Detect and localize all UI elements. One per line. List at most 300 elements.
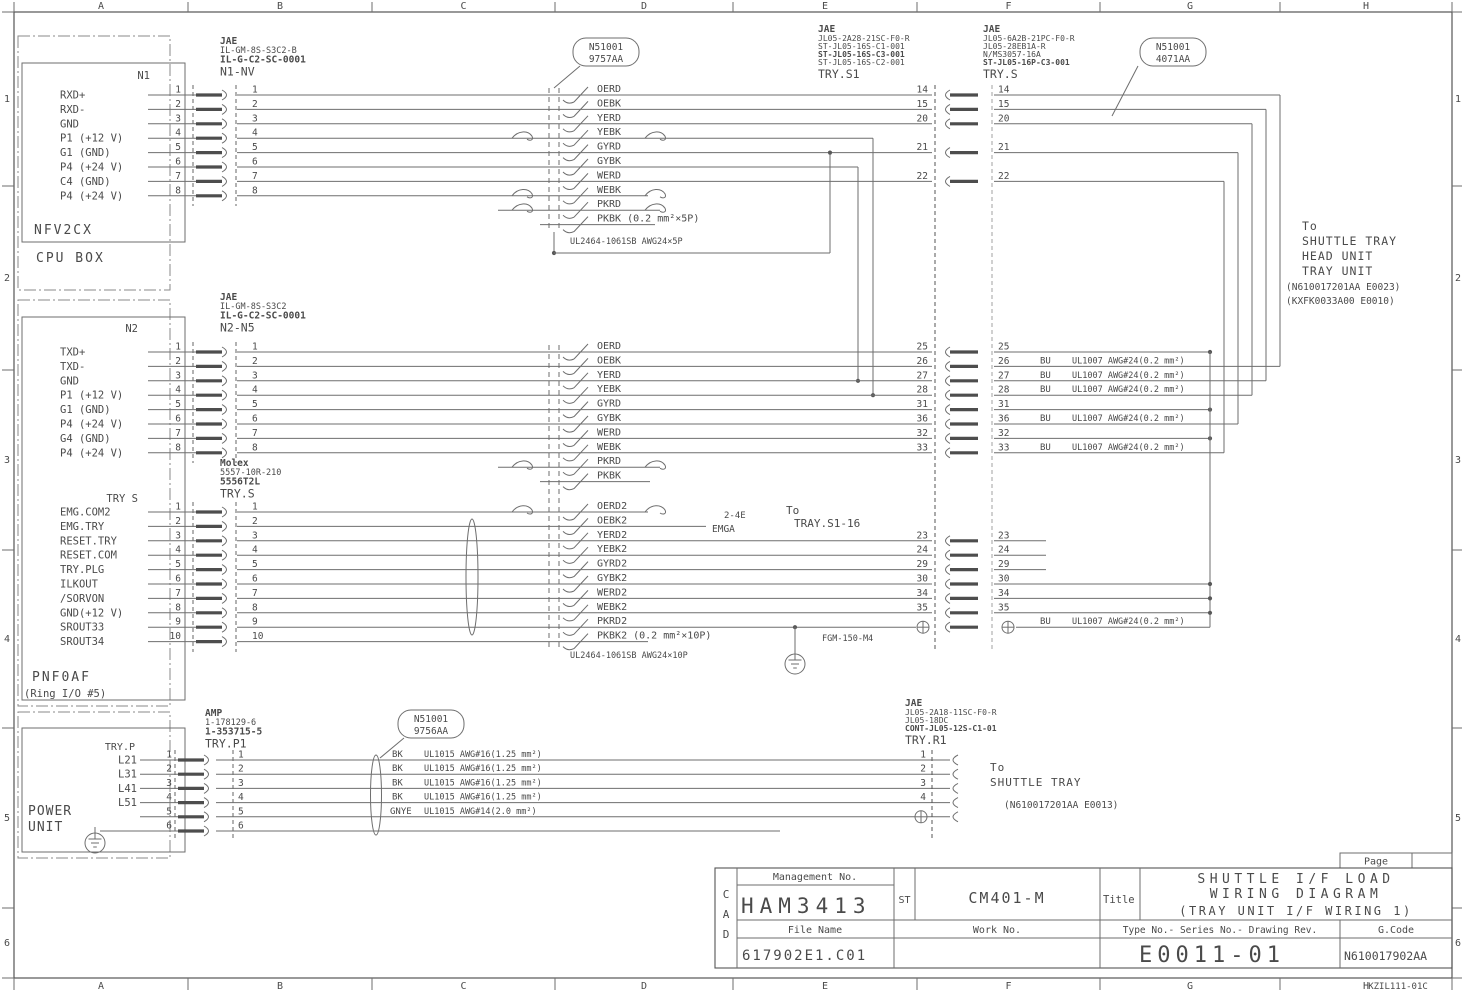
pin-number: 24 (998, 544, 1010, 556)
slack-loop (645, 204, 666, 212)
connector-contact (222, 419, 227, 429)
gcode-label: G.Code (1377, 925, 1415, 936)
pin-number: 4 (175, 544, 181, 556)
pin-number: 30 (916, 573, 928, 585)
connector-part-number: JL05-28EB1A-R (983, 42, 1046, 51)
wire-label: GYBK2 (597, 573, 628, 584)
pin-number: 6 (238, 820, 244, 832)
signal-name: TRY.PLG (60, 564, 105, 577)
grid-row-number: 3 (3, 455, 11, 466)
wire-callout (563, 186, 574, 189)
wire-callout (563, 400, 574, 403)
wire-callout (563, 589, 574, 592)
pin-number: 27 (998, 370, 1010, 382)
wire-spec: UL1015 AWG#16(1.25 mm²) (424, 778, 542, 789)
pin-number: 1 (238, 749, 244, 761)
slack-loop (645, 461, 666, 469)
wire-label: YEBK (597, 384, 622, 396)
wire-callout (563, 487, 574, 490)
device-name: CPU BOX (36, 251, 105, 266)
signal-name: EMG.COM2 (60, 506, 111, 519)
slack-loop (512, 461, 533, 469)
connector-part-number: 5556T2L (220, 476, 261, 488)
pin-number: 15 (916, 98, 928, 110)
connector-part-number: JAE (220, 292, 238, 303)
note-destination: SHUTTLE TRAY (990, 776, 1082, 789)
grid-row-number: 4 (3, 634, 11, 645)
pin-number: 4 (252, 127, 258, 139)
device-name: (Ring I/O #5) (24, 688, 107, 700)
slack-loop (512, 204, 533, 212)
model-number: CM401-M (968, 889, 1046, 907)
pin-number: 3 (175, 113, 181, 125)
pin-number: 1 (252, 341, 258, 353)
pin-number: 2 (920, 763, 926, 775)
pin-number: 36 (916, 413, 928, 425)
wire-callout (563, 618, 574, 621)
wire-color: BU (1040, 370, 1051, 381)
note-ref: EMGA (712, 524, 735, 535)
connector-contact (222, 608, 227, 618)
note-drawing-ref: (N610017201AA E0023) (1286, 282, 1401, 293)
connector-ref: N2-N5 (220, 320, 255, 335)
slack-loop (645, 190, 666, 198)
connector-part-number: JAE (818, 24, 836, 35)
pin-number: 6 (166, 820, 172, 832)
connector-contact (946, 433, 951, 443)
wire-color: BK (392, 750, 403, 760)
pin-number: 34 (998, 587, 1010, 599)
junction-dot (1208, 596, 1212, 600)
wire-callout (563, 357, 574, 360)
pin-number: 6 (175, 413, 181, 425)
pin-number: 4 (920, 792, 926, 804)
port-label: TRY.P (104, 742, 135, 753)
connector-contact (204, 769, 209, 779)
pin-number: 28 (916, 384, 928, 396)
pin-number: 2 (175, 355, 181, 367)
grid-row-number: 3 (1454, 455, 1462, 466)
signal-name: GND (60, 375, 79, 388)
connector-part-number: IL-GM-8S-S3C2 (220, 302, 287, 312)
pin-number: 14 (916, 84, 928, 96)
signal-name: ILKOUT (60, 578, 98, 591)
grid-col-letter: E (821, 981, 829, 992)
connector-part-number: CONT-JL05-12S-C1-01 (905, 724, 997, 733)
connector-contact (946, 550, 951, 560)
signal-name: GND (60, 118, 79, 131)
wire-callout (563, 129, 574, 132)
signal-name: RXD- (60, 103, 86, 116)
connector-contact (953, 812, 958, 822)
pin-number: 10 (252, 631, 264, 643)
wire-bundle (371, 755, 382, 835)
pin-number: 35 (998, 602, 1010, 614)
connector-part-number: 1-178129-6 (205, 718, 257, 728)
grid-col-letter: B (276, 1, 284, 12)
pin-number: 1 (920, 749, 926, 761)
pin-number: 5 (175, 399, 181, 411)
grid-col-letter: D (640, 981, 648, 992)
pin-number: 2 (166, 763, 172, 775)
wire-callout (563, 230, 574, 233)
pin-number: 3 (920, 777, 926, 789)
wire-label: OEBK2 (597, 515, 628, 527)
pin-number: 33 (998, 442, 1010, 454)
note-drawing-ref: (N610017201AA E0013) (1004, 800, 1119, 811)
signal-name: P4 (+24 V) (60, 418, 124, 431)
connector-contact (946, 176, 951, 186)
connector-contact (222, 622, 227, 632)
wire-label: PKRD (597, 199, 622, 211)
connector-ref: TRY.R1 (905, 733, 947, 747)
pin-number: 4 (166, 792, 172, 804)
signal-name: P4 (+24 V) (60, 447, 124, 460)
wire-label: WEBK (597, 184, 622, 196)
connector-contact (953, 755, 958, 765)
pin-number: 7 (252, 587, 258, 599)
wire-label: OERD2 (597, 501, 628, 512)
cable-spec: UL2464-1061SB AWG24×5P (570, 237, 683, 247)
connector-contact (222, 104, 227, 114)
grid-col-letter: G (1186, 981, 1194, 992)
connector-contact (946, 405, 951, 415)
connector-part-number: IL-G-C2-SC-0001 (220, 54, 306, 66)
connector-contact (946, 361, 951, 371)
connector-part-number: 5557-10R-210 (220, 468, 282, 478)
connector-contact (204, 812, 209, 822)
connector-contact (222, 90, 227, 100)
signal-name: C4 (GND) (60, 175, 111, 188)
pin-number: 20 (998, 113, 1010, 125)
balloon-rev: 4071AA (1155, 54, 1191, 65)
connector-part-number: N/MS3057-16A (983, 50, 1041, 59)
connector-contact (953, 783, 958, 793)
junction-dot (1208, 611, 1212, 615)
wire-callout (563, 429, 574, 432)
wire-callout (563, 575, 574, 578)
wire-callout (563, 472, 574, 475)
connector-contact (204, 783, 209, 793)
balloon-code: N51001 (1155, 42, 1191, 53)
wire-callout (563, 632, 574, 635)
grid-col-letter: F (1005, 1, 1012, 12)
connector-part-number: ST-JL05-16P-C3-001 (983, 58, 1070, 67)
st-label: ST (898, 895, 911, 906)
wire-label: PKBK2 (0.2 mm²×10P) (597, 630, 712, 642)
signal-name: L51 (118, 797, 137, 810)
pin-number: 25 (998, 341, 1010, 353)
pin-number: 4 (175, 384, 181, 396)
wire-spec: UL1007 AWG#24(0.2 mm²) (1072, 370, 1185, 381)
pin-number: 5 (175, 142, 181, 154)
connector-part-number: JAE (905, 698, 923, 709)
pin-number: 6 (252, 573, 258, 585)
pin-number: 3 (166, 777, 172, 789)
connector-part-number: JL05-2A28-21SC-F0-R (818, 34, 910, 43)
pin-number: 5 (252, 399, 258, 411)
connector-contact (222, 405, 227, 415)
pin-number: 14 (998, 84, 1010, 96)
balloon-rev: 9757AA (588, 54, 624, 65)
pin-number: 24 (916, 544, 928, 556)
pin-number: 1 (175, 501, 181, 513)
pin-number: 3 (252, 370, 258, 382)
pin-number: 26 (916, 355, 928, 367)
pin-number: 30 (998, 573, 1010, 585)
page-label: Page (1363, 856, 1389, 868)
pin-number: 8 (252, 442, 258, 454)
wire-callout (563, 531, 574, 534)
connector-contact (946, 565, 951, 575)
grid-col-letter: D (640, 1, 648, 12)
wire-callout (563, 517, 574, 520)
pin-number: 27 (916, 370, 928, 382)
pin-number: 22 (916, 170, 928, 182)
pin-number: 9 (252, 616, 258, 628)
connector-part-number: IL-G-C2-SC-0001 (220, 310, 306, 322)
wire-callout (563, 458, 574, 461)
wire-label: PKBK (0.2 mm²×5P) (597, 213, 700, 225)
grid-row-number: 5 (3, 813, 11, 824)
signal-name: L41 (118, 782, 137, 795)
pin-number: 5 (175, 559, 181, 571)
wire-label: YEBK (597, 127, 622, 139)
connector-contact (222, 119, 227, 129)
pin-number: 26 (998, 355, 1010, 367)
connector-contact (222, 448, 227, 458)
pin-number: 3 (175, 370, 181, 382)
connector-contact (222, 148, 227, 158)
note-destination: TRAY.S1-16 (794, 517, 861, 530)
wire-callout (563, 415, 574, 418)
junction-dot (1208, 582, 1212, 586)
wire-color: BK (392, 792, 403, 803)
wire-color: BU (1040, 385, 1051, 396)
connector-ref: TRY.S (220, 486, 255, 501)
pin-number: 2 (252, 355, 258, 367)
balloon-rev: 9756AA (413, 726, 449, 737)
wire-label: GYRD2 (597, 558, 628, 570)
pin-number: 20 (916, 113, 928, 125)
wire-color: BU (1040, 414, 1051, 424)
note-destination: To (786, 504, 800, 517)
slack-loop (512, 190, 533, 198)
pin-number: 1 (175, 341, 181, 353)
slack-loop (512, 506, 533, 514)
file-name: 617902E1.C01 (742, 948, 868, 964)
note-destination: To (1302, 219, 1318, 233)
pin-number: 1 (166, 749, 172, 761)
wire-label: OERD (597, 84, 622, 95)
wire-color: BU (1040, 617, 1051, 628)
grid-col-letter: H (1362, 1, 1370, 12)
connector-contact (204, 826, 209, 836)
port-label: N2 (125, 323, 138, 335)
wire-label: GYRD (597, 398, 622, 410)
work-no-label: Work No. (972, 925, 1022, 936)
connector-contact (946, 419, 951, 429)
wire-label: OEBK (597, 98, 622, 110)
device-name: PNF0AF (32, 670, 91, 685)
signal-name: P4 (+24 V) (60, 190, 124, 203)
grid-col-letter: G (1186, 1, 1194, 12)
wire-callout (563, 215, 574, 218)
signal-name: SROUT34 (60, 636, 105, 649)
file-name-label: File Name (787, 925, 843, 936)
connector-part-number: Molex (220, 458, 249, 469)
grid-col-letter: E (821, 1, 829, 12)
grid-col-letter: A (97, 1, 105, 12)
note-destination: To (990, 761, 1006, 774)
wire-label: YERD2 (597, 529, 628, 541)
connector-contact (204, 798, 209, 808)
wire-spec: UL1007 AWG#24(0.2 mm²) (1072, 617, 1185, 628)
pin-number: 34 (916, 587, 928, 599)
enclosure-boundary (18, 712, 170, 858)
pin-number: 1 (252, 84, 258, 96)
signal-name: SROUT33 (60, 621, 105, 634)
connector-contact (222, 550, 227, 560)
connector-contact (946, 90, 951, 100)
connector-contact (222, 133, 227, 143)
signal-name: RESET.TRY (60, 535, 117, 548)
pin-number: 4 (252, 544, 258, 556)
grid-row-number: 5 (1454, 813, 1462, 824)
pin-number: 32 (916, 427, 928, 439)
pin-number: 5 (252, 142, 258, 154)
connector-contact (222, 376, 227, 386)
wire-callout (563, 158, 574, 161)
pin-number: 31 (998, 399, 1010, 411)
pin-number: 7 (175, 427, 181, 439)
pin-number: 31 (916, 399, 928, 411)
pin-number: 3 (238, 777, 244, 789)
pin-number: 3 (252, 530, 258, 542)
signal-name: L31 (118, 768, 137, 781)
connector-contact (946, 119, 951, 129)
wire-spec: UL1007 AWG#24(0.2 mm²) (1072, 414, 1185, 424)
signal-name: G1 (GND) (60, 147, 111, 160)
wire-label: GYBK (597, 156, 622, 167)
pin-number: 6 (175, 573, 181, 585)
connector-contact (222, 507, 227, 517)
connector-contact (222, 579, 227, 589)
connector-part-number: JL05-18DC (905, 716, 949, 725)
connector-contact (946, 622, 951, 632)
cad-label: D (722, 928, 730, 941)
grid-row-number: 4 (1454, 634, 1462, 645)
grid-row-number: 2 (1454, 273, 1462, 284)
connector-ref: N1-NV (220, 64, 255, 79)
grid-col-letter: C (460, 981, 467, 992)
connector-contact (946, 376, 951, 386)
connector-contact (222, 347, 227, 357)
pin-number: 6 (252, 413, 258, 425)
note-ref: FGM-150-M4 (822, 634, 874, 644)
wire-spec: UL1015 AWG#16(1.25 mm²) (424, 764, 542, 775)
cable-spec: UL2464-1061SB AWG24×10P (570, 651, 688, 661)
signal-name: TXD+ (60, 346, 86, 359)
connector-part-number: IL-GM-8S-S3C2-B (220, 46, 297, 56)
wire-callout (563, 647, 574, 650)
pin-number: 2 (175, 98, 181, 110)
grid-col-letter: B (276, 981, 284, 992)
connector-contact (204, 755, 209, 765)
device-name: UNIT (28, 820, 64, 835)
note-drawing-ref: (KXFK0033A00 E0010) (1286, 296, 1395, 307)
form-code: KZIL111-01C (1368, 982, 1428, 992)
balloon-code: N51001 (588, 42, 624, 53)
slack-loop (645, 132, 666, 140)
wire-spec: UL1007 AWG#24(0.2 mm²) (1072, 442, 1185, 453)
balloon-leader (1112, 66, 1138, 116)
signal-name: RESET.COM (60, 549, 117, 562)
pin-number: 4 (252, 384, 258, 396)
wire-callout (563, 371, 574, 374)
connector-contact (946, 593, 951, 603)
device-name: POWER (28, 804, 73, 819)
wire-label: OEBK (597, 355, 622, 367)
connector-part-number: JL05-6A2B-21PC-F0-R (983, 34, 1075, 43)
connector-contact (222, 521, 227, 531)
device-name: NFV2CX (34, 223, 93, 238)
pin-number: 5 (238, 806, 244, 818)
connector-part-number: ST-JL05-16S-C1-001 (818, 42, 905, 51)
wire-label: OERD (597, 341, 622, 352)
cad-label: C (722, 888, 730, 901)
management-no-label: Management No. (772, 872, 858, 883)
wire-label: WEBK2 (597, 601, 628, 613)
connector-part-number: ST-JL05-16S-C3-001 (818, 50, 905, 59)
wire-callout (563, 443, 574, 446)
connector-contact (222, 536, 227, 546)
drawing-title: SHUTTLE I/F LOAD (1197, 872, 1395, 887)
note-destination: SHUTTLE TRAY (1302, 234, 1398, 248)
connector-contact (222, 433, 227, 443)
pin-number: 2 (252, 515, 258, 527)
wire-spec: UL1007 AWG#24(0.2 mm²) (1072, 356, 1185, 367)
connector-contact (222, 565, 227, 575)
connector-contact (953, 798, 958, 808)
connector-contact (946, 608, 951, 618)
wire-color: BU (1040, 442, 1051, 453)
pin-number: 29 (916, 559, 928, 571)
wire-label: YERD (597, 369, 622, 381)
pin-number: 1 (252, 501, 258, 513)
signal-name: /SORVON (60, 592, 105, 605)
gcode: N610017902AA (1344, 949, 1428, 963)
balloon-code: N51001 (413, 714, 449, 725)
connector-contact (222, 593, 227, 603)
pin-number: 7 (175, 170, 181, 182)
pin-number: 7 (252, 170, 258, 182)
pin-number: 23 (916, 530, 928, 542)
wire-callout (563, 201, 574, 204)
connector-contact (946, 104, 951, 114)
signal-name: P1 (+12 V) (60, 132, 124, 145)
pin-number: 22 (998, 170, 1010, 182)
grid-row-number: 6 (3, 938, 11, 949)
wire-callout (563, 603, 574, 606)
wire-callout (563, 172, 574, 175)
connector-contact (222, 390, 227, 400)
pin-number: 2 (238, 763, 244, 775)
note-destination: HEAD UNIT (1302, 249, 1374, 263)
title-label: Title (1103, 894, 1135, 906)
pin-number: 29 (998, 559, 1010, 571)
pin-number: 28 (998, 384, 1010, 396)
